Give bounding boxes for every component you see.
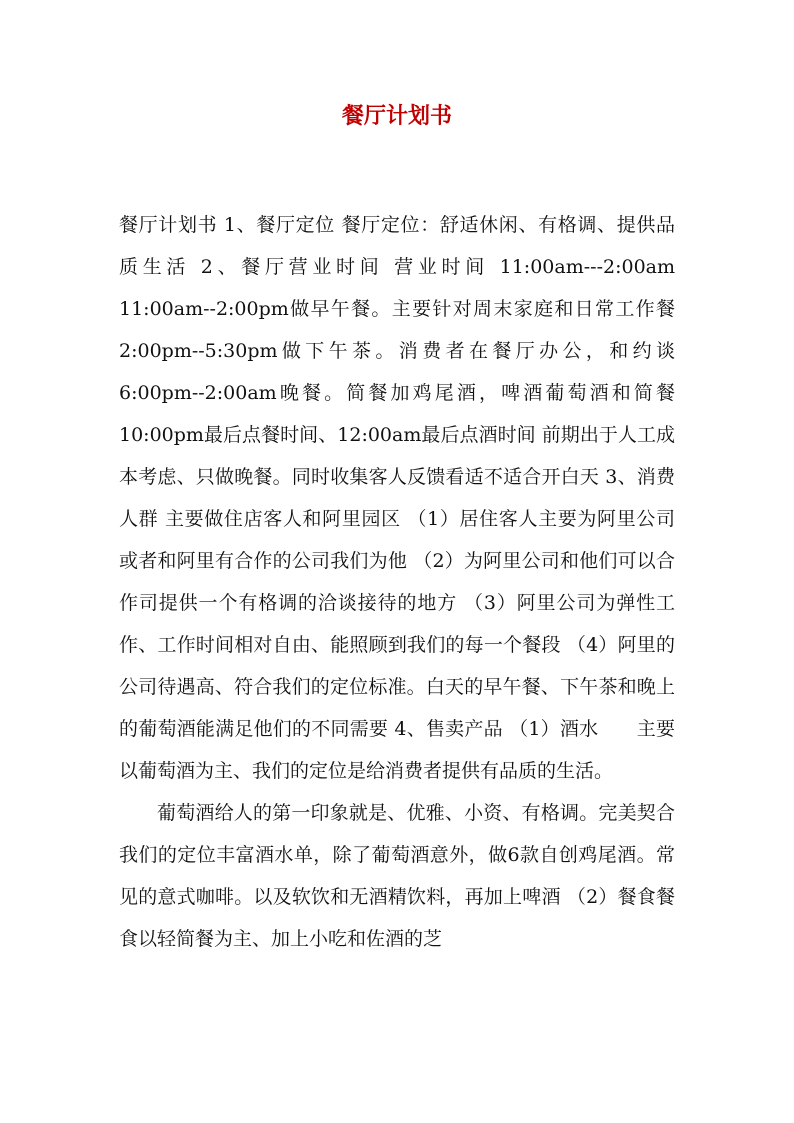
- document-title: 餐厅计划书: [341, 103, 452, 129]
- body-paragraph-2: 葡萄酒给人的第一印象就是、优雅、小资、有格调。完美契合我们的定位丰富酒水单，除了葡萄酒意外，做6款自创鸡尾酒。常见的意式咖啡。以及软饮和无酒精饮料，再加上啤酒 （2）餐食餐食以轻简餐为主、加上小吃和佐酒的芝: [119, 802, 675, 950]
- document-body: [119, 204, 675, 960]
- body-paragraph-1: 餐厅计划书 1、餐厅定位 餐厅定位：舒适休闲、有格调、提供品质生活 2、餐厅营业时间 营业时间 11:00am---2:00am 11:00am--2:00pm做早午餐。主要针对周末家庭和日常工作餐 2:00pm--5:30pm做下午茶。消费者在餐厅办公，和约谈 6:00pm--2:00am晚餐。简餐加鸡尾酒，啤酒葡萄酒和简餐 10:00pm最后点餐时间、12:00am最后点酒时间 前期出于人工成本考虑、只做晚餐。同时收集客人反馈看适不适合开白天 3、消费人群 主要做住店客人和阿里园区 （1）居住客人主要为阿里公司或者和阿里有合作的公司我们为他 （2）为阿里公司和他们可以合作司提供一个有格调的洽谈接待的地方 （3）阿里公司为弹性工作、工作时间相对自由、能照顾到我们的每一个餐段 （4）阿里的公司待遇高、符合我们的定位标准。白天的早午餐、下午茶和晚上的葡萄酒能满足他们的不同需要 4、售卖产品 （1）酒水 主要以葡萄酒为主、我们的定位是给消费者提供有品质的生活。: [119, 214, 675, 782]
